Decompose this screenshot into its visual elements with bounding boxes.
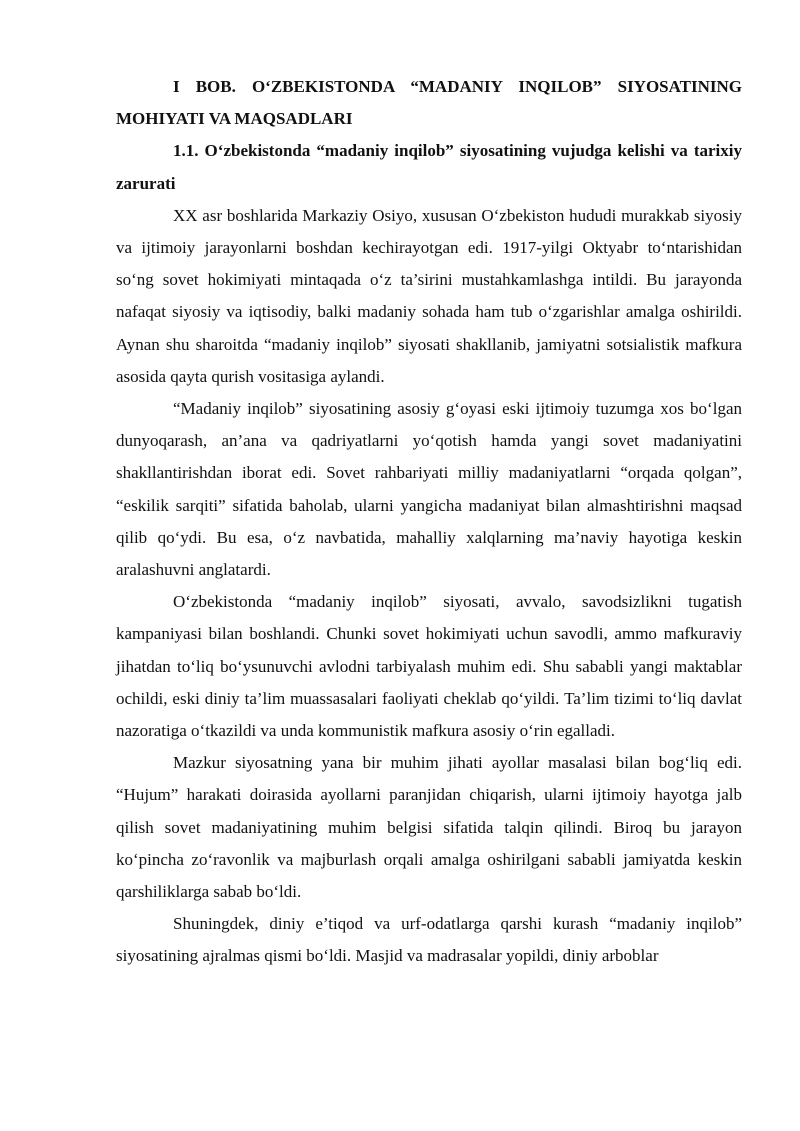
body-paragraph-4: Mazkur siyosatning yana bir muhim jihati ayollar masalasi bilan bog‘liq edi. “Hujum” harakati doirasida ayollarni paranjidan chiqarish, ularni ijtimoiy hayotga jalb qilish sovet madaniyatining muhim belgisi sifatida talqin qilindi. Biroq bu jarayon ko‘pincha zo‘ravonlik va majburlash orqali amalga oshirilgani sababli jamiyatda keskin qarshiliklarga sabab bo‘ldi.: [116, 753, 742, 902]
section-title: 1.1. O‘zbekistonda “madaniy inqilob” siyosatining vujudga kelishi va tarixiy zarurati: [116, 141, 742, 193]
body-paragraph-2: “Madaniy inqilob” siyosatining asosiy g‘oyasi eski ijtimoiy tuzumga xos bo‘lgan dunyoqarash, an’ana va qadriyatlarni yo‘qotish hamda yangi sovet madaniyatini shakllantirishdan iborat edi. Sovet rahbariyati milliy madaniyatlarni “orqada qolgan”, “eskilik sarqiti” sifatida baholab, ularni yangicha madaniyat bilan almashtirishni maqsad qilib qo‘ydi. Bu esa, o‘z navbatida, mahalliy xalqlarning ma’naviy hayotiga keskin aralashuvni anglatardi.: [116, 399, 742, 580]
body-paragraph-3: O‘zbekistonda “madaniy inqilob” siyosati, avvalo, savodsizlikni tugatish kampaniyasi bilan boshlandi. Chunki sovet hokimiyati uchun savodli, ammo mafkuraviy jihatdan to‘liq bo‘ysunuvchi avlodni tarbiyalash muhim edi. Shu sababli yangi maktablar ochildi, eski diniy ta’lim muassasalari faoliyati cheklab qo‘yildi. Ta’lim tizimi to‘liq davlat nazoratiga o‘tkazildi va unda kommunistik mafkura asosiy o‘rin egalladi.: [116, 592, 742, 741]
document-page: [116, 71, 742, 973]
chapter-title: I BOB. O‘ZBEKISTONDA “MADANIY INQILOB” SIYOSATINING MOHIYATI VA MAQSADLARI: [116, 77, 742, 129]
body-paragraph-1: XX asr boshlarida Markaziy Osiyo, xususan O‘zbekiston hududi murakkab siyosiy va ijtimoiy jarayonlarni boshdan kechirayotgan edi. 1917-yilgi Oktyabr to‘ntarishidan so‘ng sovet hokimiyati mintaqada o‘z ta’sirini mustahkamlashga intildi. Bu jarayonda nafaqat siyosiy va iqtisodiy, balki madaniy sohada ham tub o‘zgarishlar amalga oshirildi. Aynan shu sharoitda “madaniy inqilob” siyosati shakllanib, jamiyatni sotsialistik mafkura asosida qayta qurish vositasiga aylandi.: [116, 205, 742, 386]
body-paragraph-5: Shuningdek, diniy e’tiqod va urf-odatlarga qarshi kurash “madaniy inqilob” siyosatining ajralmas qismi bo‘ldi. Masjid va madrasalar yopildi, diniy arboblar: [116, 914, 742, 966]
